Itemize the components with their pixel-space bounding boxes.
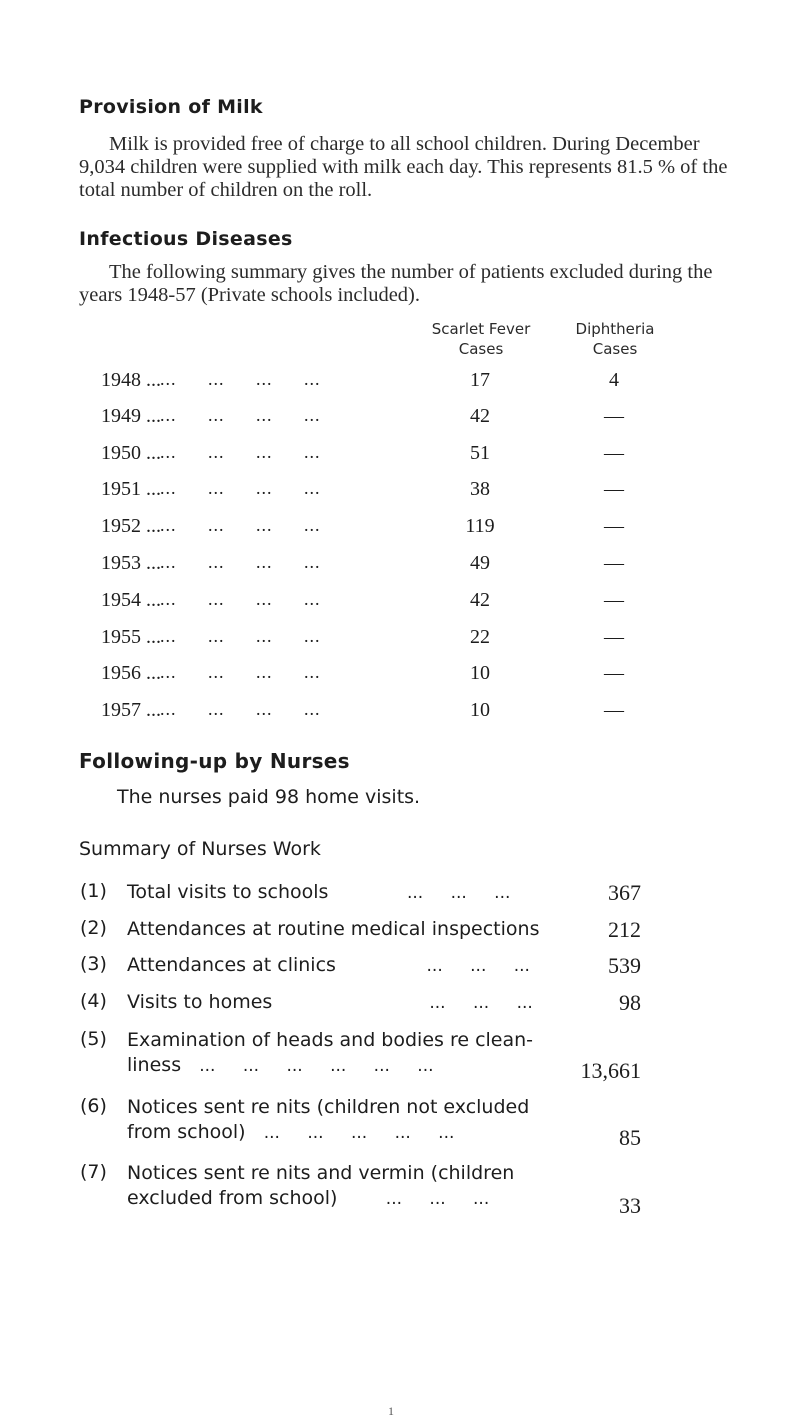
table-row [0, 589, 801, 623]
item-number: (7) [80, 1161, 107, 1183]
row-diphtheria-value: — [604, 626, 624, 648]
row-leader-dots: ... ... ... ... [160, 552, 321, 572]
row-scarlet-value: 17 [470, 369, 490, 391]
row-year: 1948 ... [101, 369, 161, 391]
item-label-text: Total visits to schools [127, 881, 329, 903]
table-row [0, 626, 801, 660]
table-row [0, 552, 801, 586]
row-diphtheria-value: — [604, 589, 624, 611]
row-scarlet-value: 51 [470, 442, 490, 464]
item-number: (1) [80, 880, 107, 902]
row-leader-dots: ... ... ... ... [160, 515, 321, 535]
row-scarlet-value: 49 [470, 552, 490, 574]
column-header-scarlet-fever [420, 319, 542, 359]
row-leader-dots: ... ... ... ... [160, 626, 321, 646]
row-leader-dots: ... ... ... ... [160, 442, 321, 462]
row-diphtheria-value: — [604, 478, 624, 500]
item-leader-dots: ... ... ... ... ... [263, 1123, 455, 1143]
item-leader-dots: ... ... ... ... ... ... [199, 1056, 434, 1076]
item-label [127, 1028, 567, 1079]
table-row [0, 405, 801, 439]
item-label-text: Examination of heads and bodies re clean-liness [127, 1029, 534, 1076]
row-scarlet-value: 42 [470, 405, 490, 427]
item-number: (5) [80, 1028, 107, 1050]
table-row [0, 515, 801, 549]
item-label [127, 1161, 577, 1212]
item-value: 13,661 [580, 1058, 641, 1083]
row-scarlet-value: 119 [465, 515, 495, 537]
row-diphtheria-value: — [604, 515, 624, 537]
item-leader-dots: ... ... ... [385, 1189, 490, 1209]
row-year: 1950 ... [101, 442, 161, 464]
item-label [127, 880, 597, 906]
table-row [0, 478, 801, 512]
row-leader-dots: ... ... ... ... [160, 589, 321, 609]
item-value: 85 [619, 1125, 641, 1150]
item-label [127, 917, 607, 942]
row-year: 1957 ... [101, 699, 161, 721]
item-label-text: Attendances at routine medical inspections [127, 918, 540, 940]
item-value: 33 [619, 1193, 641, 1218]
table-row [0, 662, 801, 696]
item-leader-dots: ... ... ... [426, 956, 530, 976]
row-scarlet-value: 38 [470, 478, 490, 500]
row-year: 1956 ... [101, 662, 161, 684]
column-header-scarlet-cases: Cases [458, 340, 504, 358]
row-scarlet-value: 10 [470, 699, 490, 721]
column-header-diphtheria-cases: Cases [592, 340, 638, 358]
item-value: 539 [608, 953, 641, 978]
row-diphtheria-value: — [604, 662, 624, 684]
infectious-heading: Infectious Diseases [79, 228, 293, 250]
table-row [0, 699, 801, 733]
nurses-heading: Following-up by Nurses [79, 749, 350, 773]
row-scarlet-value: 42 [470, 589, 490, 611]
row-leader-dots: ... ... ... ... [160, 662, 321, 682]
item-label-text: Notices sent re nits and vermin (children excluded from school) [127, 1162, 515, 1209]
row-year: 1951 ... [101, 478, 161, 500]
row-leader-dots: ... ... ... ... [160, 405, 321, 425]
item-leader-dots: ... ... ... [429, 993, 533, 1013]
item-number: (2) [80, 917, 107, 939]
row-scarlet-value: 10 [470, 662, 490, 684]
column-header-diphtheria [560, 319, 670, 359]
item-label-text: Notices sent re nits (children not excluded from school) [127, 1096, 530, 1143]
item-value: 367 [608, 880, 641, 905]
row-year: 1952 ... [101, 515, 161, 537]
row-leader-dots: ... ... ... ... [160, 478, 321, 498]
row-leader-dots: ... ... ... ... [160, 369, 321, 389]
row-diphtheria-value: — [604, 552, 624, 574]
row-diphtheria-value: — [604, 405, 624, 427]
row-leader-dots: ... ... ... ... [160, 699, 321, 719]
page-mark: 1 [388, 1404, 394, 1418]
row-year: 1949 ... [101, 405, 161, 427]
item-label-text: Attendances at clinics [127, 954, 336, 976]
item-number: (3) [80, 953, 107, 975]
column-header-diphtheria-label: Diphtheria [575, 320, 655, 338]
row-year: 1954 ... [101, 589, 161, 611]
milk-heading: Provision of Milk [79, 96, 263, 118]
milk-text: Milk is provided free of charge to all school children. During December 9,034 children were supplied with milk each day. This represents 81.5 % of the total number of children on the roll. [79, 133, 728, 201]
item-leader-dots: ... ... ... [406, 883, 511, 903]
row-diphtheria-value: 4 [609, 369, 619, 391]
item-value: 212 [608, 917, 641, 942]
row-diphtheria-value: — [604, 442, 624, 464]
summary-heading: Summary of Nurses Work [79, 838, 321, 860]
item-number: (6) [80, 1095, 107, 1117]
item-label [127, 990, 597, 1016]
column-header-scarlet-label: Scarlet Fever [431, 320, 531, 338]
table-row [0, 369, 801, 403]
infectious-paragraph [79, 261, 739, 307]
item-label [127, 953, 597, 979]
item-label [127, 1095, 577, 1146]
nurses-text: The nurses paid 98 home visits. [117, 786, 421, 808]
milk-paragraph [79, 133, 739, 202]
infectious-text: The following summary gives the number of patients excluded during the years 1948-57 (Private schools included). [79, 261, 713, 306]
row-year: 1955 ... [101, 626, 161, 648]
row-year: 1953 ... [101, 552, 161, 574]
item-value: 98 [619, 990, 641, 1015]
item-label-text: Visits to homes [127, 991, 273, 1013]
row-scarlet-value: 22 [470, 626, 490, 648]
row-diphtheria-value: — [604, 699, 624, 721]
item-number: (4) [80, 990, 107, 1012]
table-row [0, 442, 801, 476]
